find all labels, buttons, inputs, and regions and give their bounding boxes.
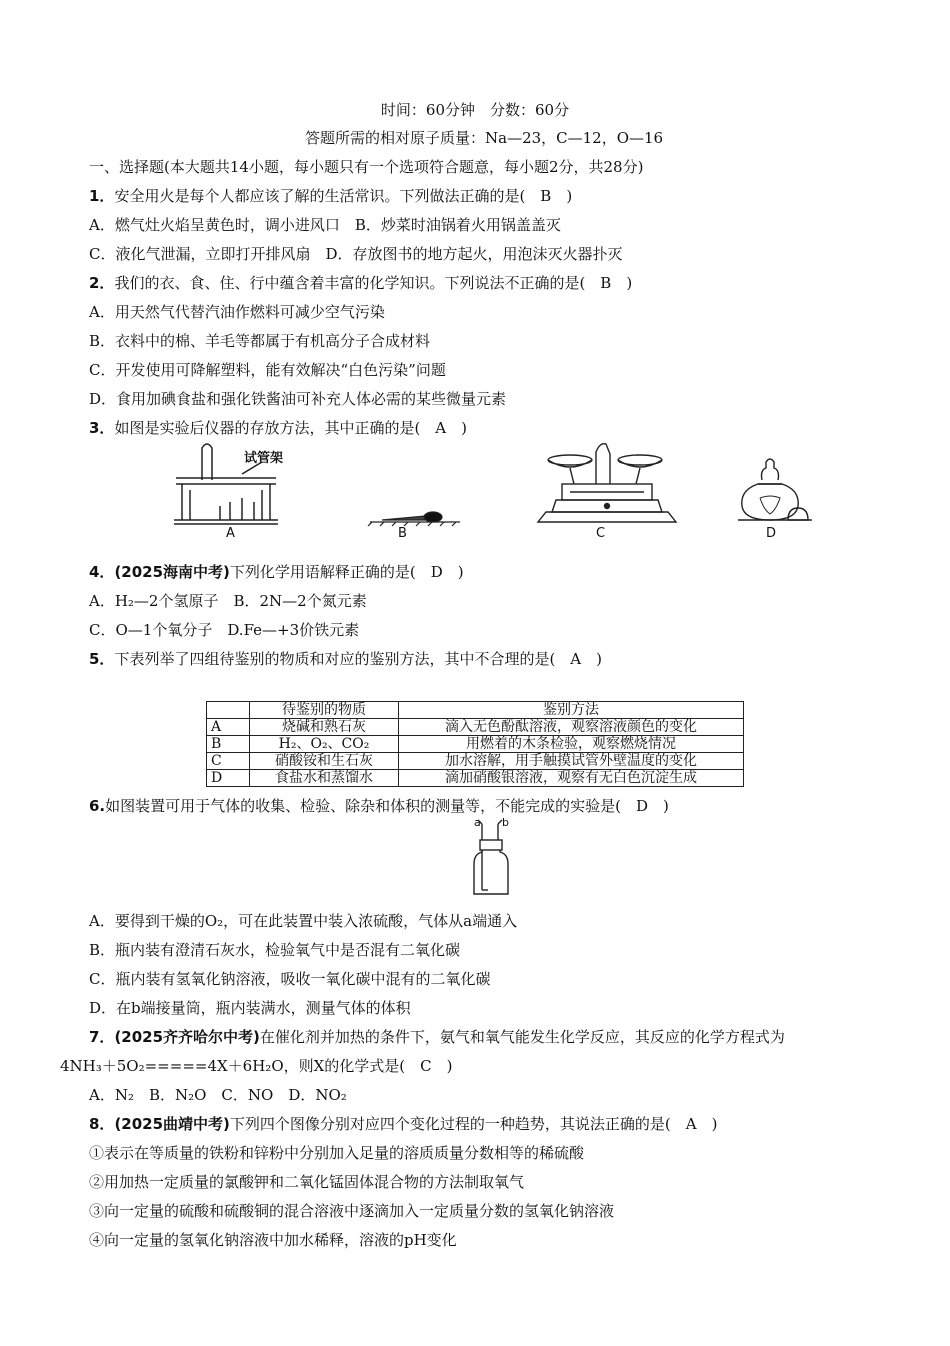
q1-options-ab: A．燃气灶火焰呈黄色时，调小进风口 B．炒菜时油锅着火用锅盖盖灭	[89, 216, 561, 234]
section-heading: 一、选择题(本大题共14小题，每小题只有一个选项符合题意，每小题2分，共28分)	[89, 158, 644, 176]
fig-label-a: A	[226, 526, 235, 541]
atomic-mass-line: 答题所需的相对原子质量：Na—23，C—12，O—16	[305, 129, 664, 147]
time-score-line: 时间：60分钟 分数：60分	[380, 101, 570, 119]
question-2	[89, 273, 632, 293]
table-cell: H₂、O₂、CO₂	[250, 736, 399, 753]
table-cell: 用燃着的木条检验，观察燃烧情况	[399, 736, 744, 753]
q6-option-d: D．在b端接量筒，瓶内装满水，测量气体的体积	[89, 999, 411, 1017]
q8-item-4: ④向一定量的氢氧化钠溶液中加水稀释，溶液的pH变化	[89, 1231, 457, 1249]
q2-option-a: A．用天然气代替汽油作燃料可减少空气污染	[89, 303, 385, 321]
q6-option-b: B．瓶内装有澄清石灰水，检验氧气中是否混有二氧化碳	[89, 941, 461, 959]
question-stem: 安全用火是每个人都应该了解的生活常识。下列做法正确的是( B )	[114, 187, 573, 205]
question-number: 4．	[89, 563, 115, 581]
table-header-cell: 鉴别方法	[399, 702, 744, 719]
question-stem: 在催化剂并加热的条件下，氨气和氧气能发生化学反应，其反应的化学方程式为	[259, 1028, 785, 1046]
fig-label-c: C	[596, 526, 606, 541]
table-row	[207, 753, 744, 770]
table-cell: 加水溶解，用手触摸试管外壁温度的变化	[399, 753, 744, 770]
dropper-icon	[368, 512, 460, 526]
question-number: 3．	[89, 419, 115, 437]
balance-scale-icon	[538, 444, 676, 522]
q2-option-b: B．衣料中的棉、羊毛等都属于有机高分子合成材料	[89, 332, 431, 350]
identification-table	[206, 701, 744, 787]
table-cell: 硝酸铵和生石灰	[250, 753, 399, 770]
q2-option-d: D．食用加碘食盐和强化铁酱油可补充人体必需的某些微量元素	[89, 390, 507, 408]
q2-option-c: C．开发使用可降解塑料，能有效解决“白色污染”问题	[89, 361, 446, 379]
question-source: (2025齐齐哈尔中考)	[114, 1028, 260, 1046]
fig-label-d: D	[766, 526, 777, 541]
q8-item-3: ③向一定量的硫酸和硫酸铜的混合溶液中逐滴加入一定质量分数的氢氧化钠溶液	[89, 1202, 615, 1220]
fig-label-a: a	[474, 816, 481, 829]
question-5	[89, 649, 602, 669]
table-cell: B	[207, 736, 250, 753]
question-stem: 如图装置可用于气体的收集、检验、除杂和体积的测量等，不能完成的实验是( D )	[105, 797, 669, 815]
q6-option-a: A．要得到干燥的O₂，可在此装置中装入浓硫酸，气体从a端通入	[89, 912, 518, 930]
table-header-row	[207, 702, 744, 719]
table-header-cell: 待鉴别的物质	[250, 702, 399, 719]
table-cell: 食盐水和蒸馏水	[250, 770, 399, 787]
fig-label-b: B	[398, 526, 407, 541]
question-number: 2．	[89, 274, 115, 292]
question-source: (2025曲靖中考)	[114, 1115, 230, 1133]
fig-label-rack: 试管架	[244, 451, 284, 466]
q8-item-1: ①表示在等质量的铁粉和锌粉中分别加入足量的溶质质量分数相等的稀硫酸	[89, 1144, 585, 1162]
q3-apparatus-figure	[170, 440, 820, 545]
question-7	[89, 1027, 785, 1047]
table-cell: 烧碱和熟石灰	[250, 719, 399, 736]
question-stem: 下表列举了四组待鉴别的物质和对应的鉴别方法，其中不合理的是( A )	[114, 650, 602, 668]
table-row	[207, 719, 744, 736]
q6-option-c: C．瓶内装有氢氧化钠溶液，吸收一氧化碳中混有的二氧化碳	[89, 970, 491, 988]
question-stem: 下列化学用语解释正确的是( D )	[229, 563, 464, 581]
q7-equation-line: 4NH₃＋5O₂=====4X＋6H₂O，则X的化学式是( C )	[60, 1057, 453, 1075]
gas-bottle-figure	[462, 816, 522, 898]
table-row	[207, 736, 744, 753]
table-row	[207, 770, 744, 787]
question-source: (2025海南中考)	[114, 563, 230, 581]
fig-label-b: b	[502, 816, 509, 829]
table-cell: C	[207, 753, 250, 770]
question-number: 1．	[89, 187, 115, 205]
table-cell: D	[207, 770, 250, 787]
q7-options: A．N₂ B．N₂O C．NO D．NO₂	[89, 1086, 347, 1104]
table-header-cell	[207, 702, 250, 719]
question-number: 6.	[89, 797, 106, 815]
question-8	[89, 1114, 717, 1134]
table-cell: 滴入无色酚酞溶液，观察溶液颜色的变化	[399, 719, 744, 736]
q1-options-cd: C．液化气泄漏，立即打开排风扇 D．存放图书的地方起火，用泡沫灭火器扑灭	[89, 245, 623, 263]
q4-options-cd: C．O—1个氧分子 D.Fe—+3价铁元素	[89, 621, 360, 639]
question-number: 5．	[89, 650, 115, 668]
question-number: 7．	[89, 1028, 115, 1046]
question-1	[89, 186, 572, 206]
question-stem: 我们的衣、食、住、行中蕴含着丰富的化学知识。下列说法不正确的是( B )	[114, 274, 633, 292]
table-cell: 滴加硝酸银溶液，观察有无白色沉淀生成	[399, 770, 744, 787]
question-6	[89, 796, 669, 816]
question-3	[89, 418, 467, 438]
question-stem: 下列四个图像分别对应四个变化过程的一种趋势，其说法正确的是( A )	[229, 1115, 718, 1133]
gas-washing-bottle-icon	[474, 820, 508, 894]
alcohol-lamp-icon	[738, 459, 812, 520]
question-stem: 如图是实验后仪器的存放方法，其中正确的是( A )	[114, 419, 467, 437]
question-number: 8．	[89, 1115, 115, 1133]
table-cell: A	[207, 719, 250, 736]
q8-item-2: ②用加热一定质量的氯酸钾和二氧化锰固体混合物的方法制取氧气	[89, 1173, 525, 1191]
q4-options-ab: A．H₂—2个氢原子 B．2N—2个氮元素	[89, 592, 367, 610]
question-4	[89, 562, 464, 582]
